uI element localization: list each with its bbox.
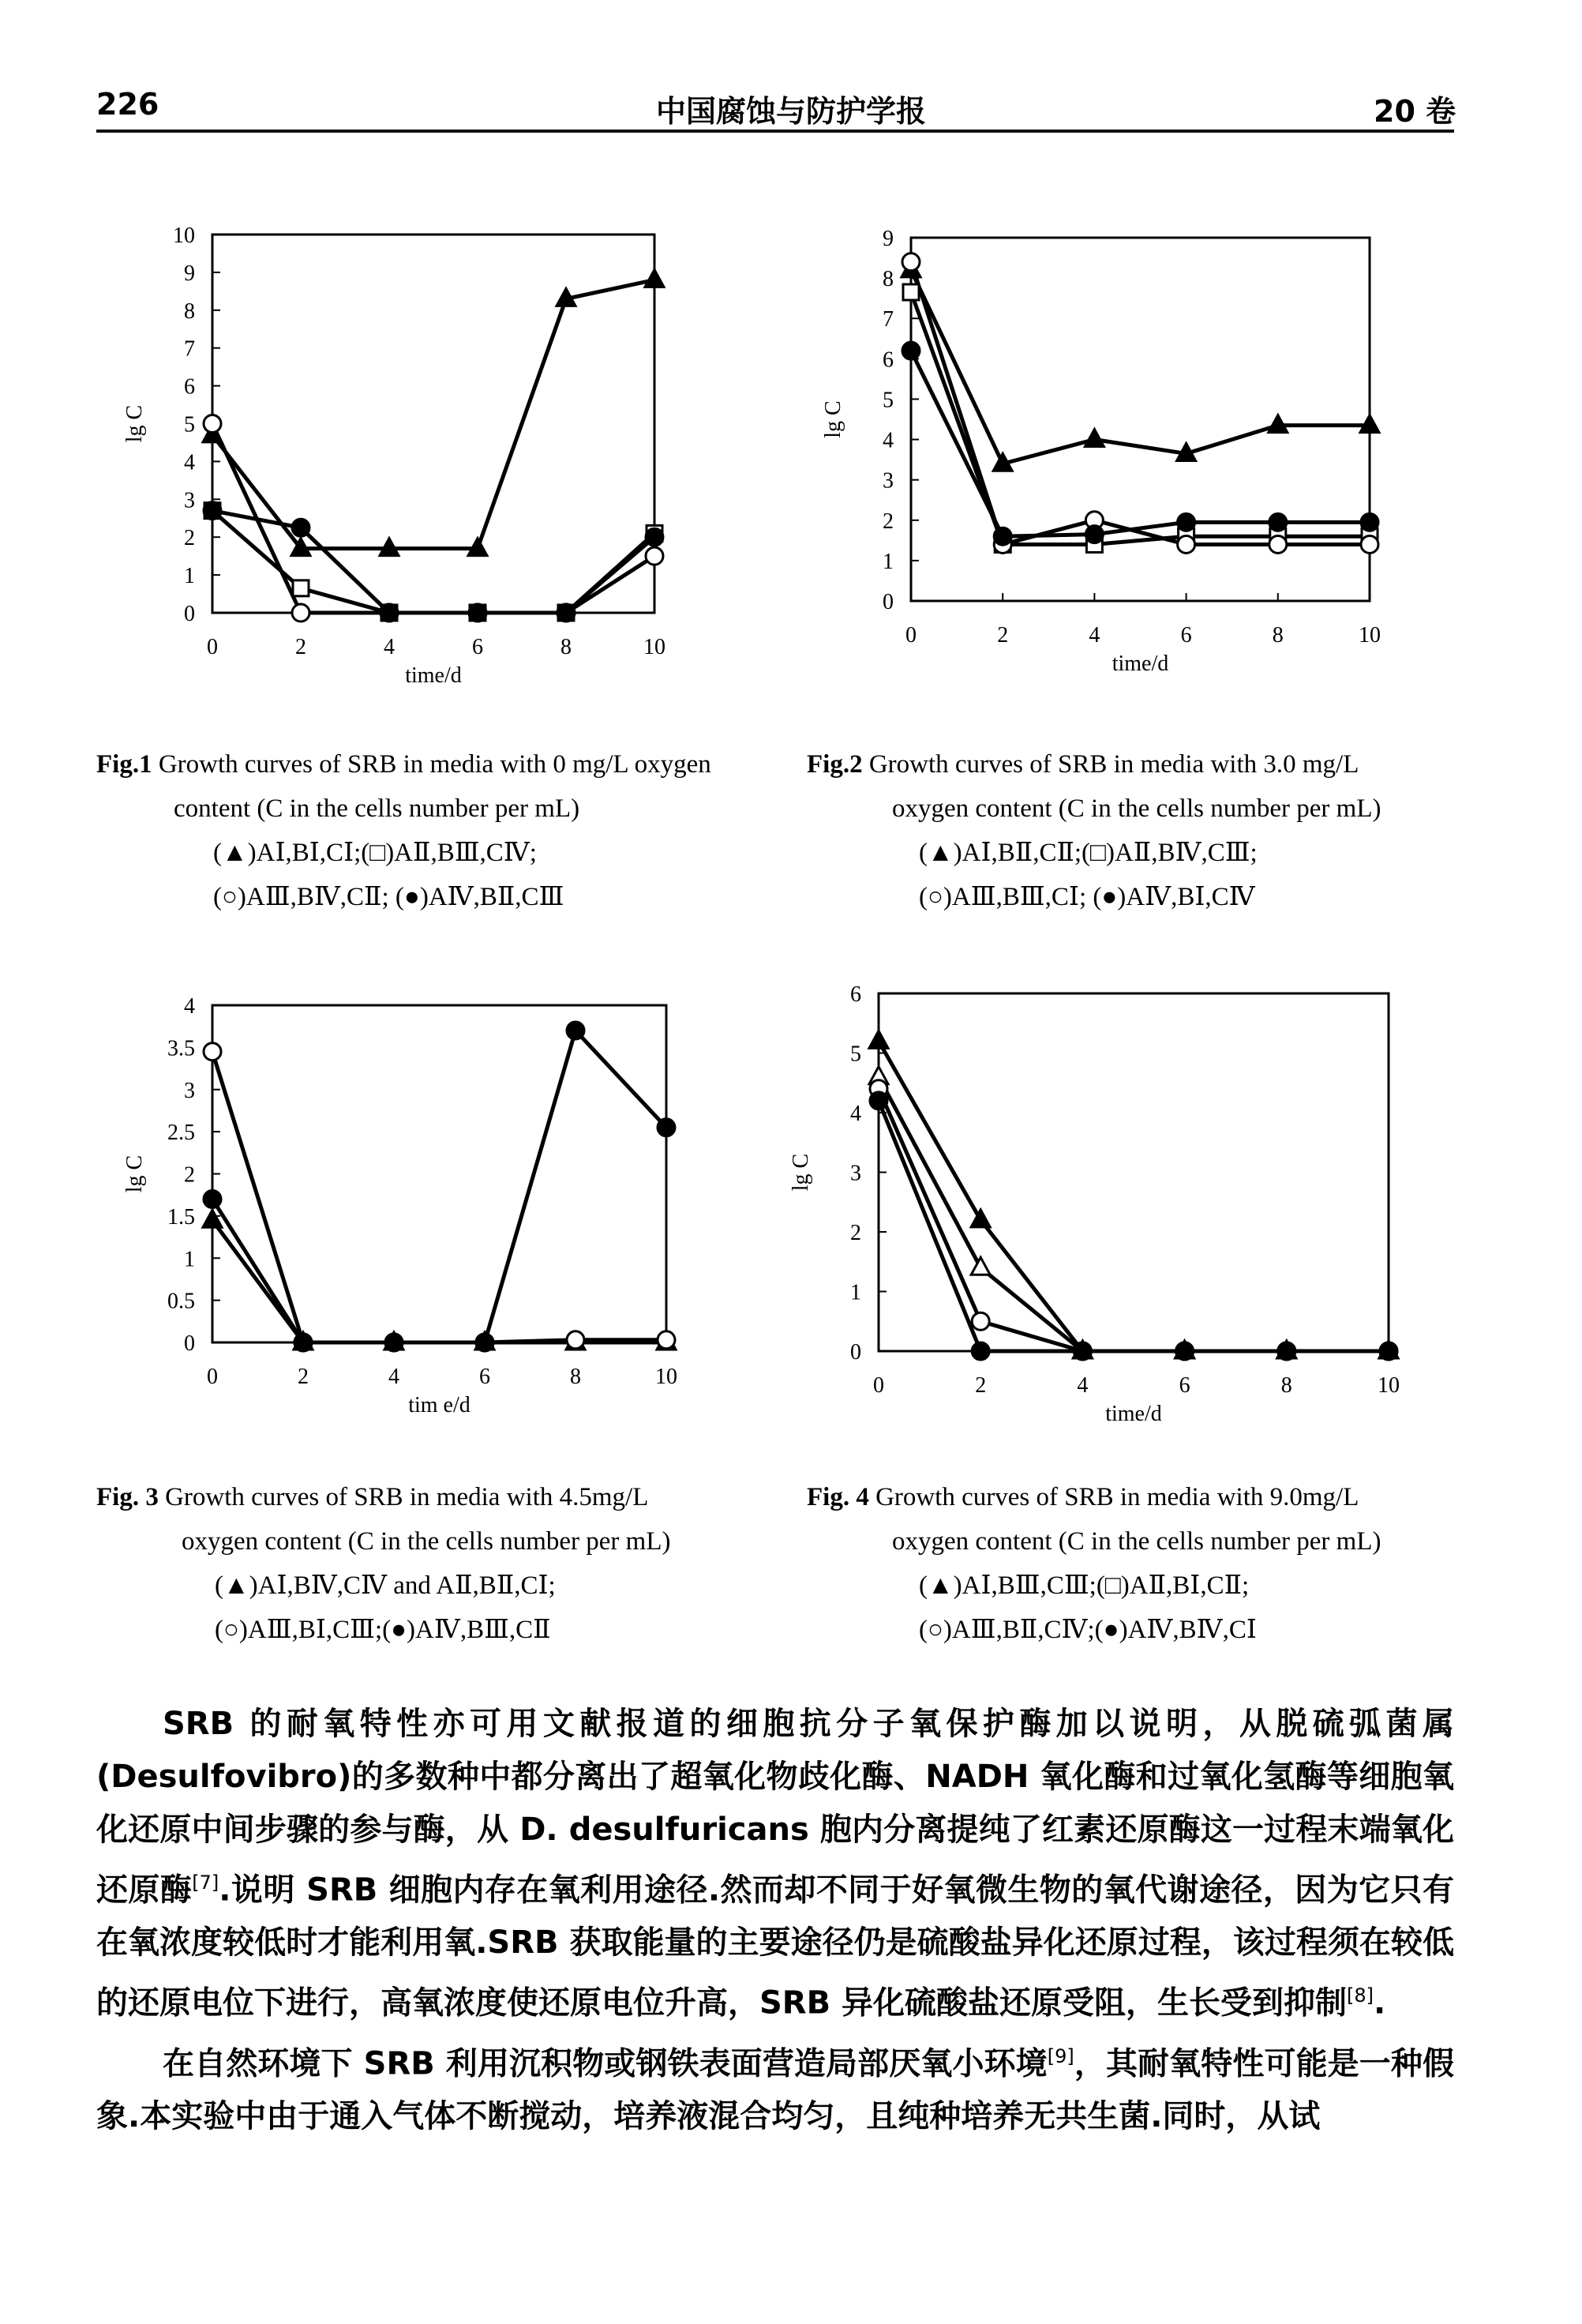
fig2-xtick-label: 0: [905, 623, 917, 648]
fig4-ytick-label: 4: [850, 1102, 861, 1126]
fig1-xtick-label: 4: [384, 635, 395, 659]
fig4-ytick-label: 6: [850, 982, 861, 1007]
fig4-point-circle-filled: [1278, 1342, 1295, 1360]
fig2-xtick-label: 2: [997, 623, 1009, 648]
fig4-ytick-label: 0: [850, 1340, 861, 1365]
fig3-ylabel: lg C: [122, 1154, 147, 1193]
fig2-ytick-label: 0: [883, 590, 894, 614]
fig1-ytick-label: 0: [184, 602, 195, 626]
paragraph-1-text-c: .: [1374, 1984, 1386, 2022]
fig1-ytick-label: 1: [184, 564, 195, 589]
fig1-ytick-label: 4: [184, 450, 195, 475]
fig2-caption-text: Growth curves of SRB in media with 3.0 mg/L: [862, 750, 1359, 779]
fig3-caption-text: Growth curves of SRB in media with 4.5mg/L: [158, 1483, 649, 1511]
paragraph-1: [96, 1698, 1454, 2030]
fig1-legend-line1: (▲)AⅠ,BⅠ,CⅠ;(□)AⅡ,BⅢ,CⅣ;: [213, 839, 537, 867]
fig2-xtick-label: 6: [1180, 623, 1192, 648]
fig1-ytick-label: 6: [184, 374, 195, 400]
fig3-ytick-label: 2.5: [167, 1121, 195, 1146]
fig1-xlabel: time/d: [405, 663, 462, 688]
fig4-xtick-label: 2: [975, 1373, 987, 1398]
fig1-ylabel: lg C: [122, 404, 147, 443]
paragraph-2: [96, 2030, 1454, 2143]
fig2-ytick-label: 3: [883, 468, 894, 494]
fig3-ytick-label: 0.5: [167, 1289, 195, 1314]
fig2-ytick-label: 4: [883, 428, 894, 453]
fig4-series-line: [879, 1077, 1389, 1351]
paragraph-2-text-a: 在自然环境下 SRB 利用沉积物或钢铁表面营造局部厌氧小环境: [163, 2044, 1048, 2082]
fig3-caption-label: Fig. 3: [96, 1483, 159, 1511]
fig3-xtick-label: 10: [655, 1365, 677, 1389]
fig2-caption-line2: oxygen content (C in the cells number per mL): [892, 794, 1381, 823]
paragraph-1-text-a: SRB 的耐氧特性亦可用文献报道的细胞抗分子氧保护酶加以说明，从脱硫弧菌属(Desulfovibro)的多数种中都分离出了超氧化物歧化酶、NADH 氧化酶和过氧化氢酶等细胞氧化还原中间步骤的参与酶，从 D. desulfuricans 胞内分离提纯了红素还原酶这一过程末端氧化还原酶: [96, 1706, 1454, 1909]
fig2-ytick-label: 9: [883, 227, 894, 251]
fig2-xtick-label: 8: [1272, 623, 1284, 648]
fig2-legend-line1: (▲)AⅠ,BⅡ,CⅡ;(□)AⅡ,BⅣ,CⅢ;: [919, 839, 1258, 867]
fig1-caption-label: Fig.1: [96, 750, 152, 779]
fig4-legend-line2: (○)AⅢ,BⅡ,CⅣ;(●)AⅣ,BⅣ,CⅠ: [919, 1616, 1257, 1644]
journal-title: 中国腐蚀与防护学报: [655, 94, 926, 129]
fig4-caption-text: Growth curves of SRB in media with 9.0mg/L: [868, 1483, 1359, 1511]
fig1-ytick-label: 2: [184, 526, 195, 551]
fig4-ylabel: lg C: [789, 1153, 813, 1192]
fig4-point-triangle-open: [971, 1257, 990, 1275]
fig3-ytick-label: 2: [184, 1162, 195, 1188]
fig4-xtick-label: 6: [1179, 1373, 1190, 1398]
fig4-point-circle-filled: [972, 1342, 989, 1360]
fig3-xtick-label: 6: [479, 1365, 490, 1389]
fig2-ytick-label: 8: [883, 267, 894, 292]
fig2-caption-label: Fig.2: [807, 750, 863, 779]
fig3-ytick-label: 3: [184, 1078, 195, 1103]
volume-label: 20 卷: [1374, 94, 1456, 129]
fig1-caption-line2: content (C in the cells number per mL): [174, 794, 580, 823]
fig3-xtick-label: 4: [388, 1365, 399, 1389]
citation-8[interactable]: [8]: [1347, 1984, 1374, 2007]
fig2-xlabel: time/d: [1112, 651, 1169, 676]
fig3-legend-line2: (○)AⅢ,BⅠ,CⅢ;(●)AⅣ,BⅢ,CⅡ: [215, 1616, 551, 1644]
fig4-point-triangle-filled: [869, 1031, 888, 1048]
fig4-point-circle-open: [972, 1312, 989, 1330]
page-number: 226: [96, 87, 159, 122]
fig4-legend-line1: (▲)AⅠ,BⅢ,CⅢ;(□)AⅡ,BⅠ,CⅡ;: [919, 1571, 1250, 1600]
fig1-xtick-label: 0: [207, 635, 218, 659]
fig4-point-circle-filled: [1380, 1342, 1397, 1360]
fig2-ytick-label: 7: [883, 307, 894, 332]
fig1-ytick-label: 9: [184, 261, 195, 286]
fig3-xtick-label: 8: [570, 1365, 581, 1389]
fig4-ytick-label: 3: [850, 1161, 861, 1186]
fig4-xtick-label: 8: [1280, 1373, 1292, 1398]
fig4-caption-label: Fig. 4: [807, 1483, 869, 1511]
fig3-legend-line1: (▲)AⅠ,BⅣ,CⅣ and AⅡ,BⅡ,CⅠ;: [215, 1571, 556, 1600]
fig1-ytick-label: 5: [184, 412, 195, 437]
fig4-caption-line2: oxygen content (C in the cells number per mL): [892, 1527, 1381, 1556]
fig1-caption: [96, 742, 711, 919]
fig3-ytick-label: 3.5: [167, 1036, 195, 1061]
fig3-ytick-label: 0: [184, 1331, 195, 1356]
fig1-legend-line2: (○)AⅢ,BⅣ,CⅡ; (●)AⅣ,BⅡ,CⅢ: [213, 883, 564, 911]
fig1-caption-text: Growth curves of SRB in media with 0 mg/L oxygen: [152, 750, 711, 779]
fig4-series-line: [879, 1101, 1389, 1351]
fig4-ytick-label: 2: [850, 1221, 861, 1245]
fig2-legend-line2: (○)AⅢ,BⅢ,CⅠ; (●)AⅣ,BⅠ,CⅣ: [919, 883, 1255, 911]
fig1-xtick-label: 2: [295, 635, 306, 659]
fig2-xtick-label: 10: [1359, 623, 1381, 648]
fig3-xtick-label: 2: [298, 1365, 309, 1389]
fig4-ytick-label: 1: [850, 1280, 861, 1305]
fig4-series-line: [879, 1041, 1389, 1351]
fig3-xtick-label: 0: [207, 1365, 218, 1389]
paragraph-2-text-b: ，其耐氧特性可能是一种假象.本实验中由于通入气体不断搅动，培养液混合均匀，且纯种培养无共生菌.同时，从试: [96, 2044, 1454, 2134]
fig4-xlabel: time/d: [1105, 1402, 1162, 1426]
fig4-caption: [807, 1475, 1381, 1652]
fig2-ytick-label: 2: [883, 509, 894, 534]
fig1-ytick-label: 7: [184, 336, 195, 362]
fig4-point-circle-filled: [870, 1092, 887, 1109]
fig2-ytick-label: 5: [883, 388, 894, 413]
fig1-xtick-label: 10: [643, 635, 665, 659]
fig4-xtick-label: 4: [1077, 1373, 1089, 1398]
citation-9[interactable]: [9]: [1047, 2044, 1074, 2067]
fig4-xtick-label: 0: [873, 1373, 884, 1398]
fig4-point-circle-filled: [1176, 1342, 1194, 1360]
fig2-xtick-label: 4: [1089, 623, 1100, 648]
citation-7[interactable]: [7]: [192, 1872, 219, 1894]
fig4-xtick-label: 10: [1378, 1373, 1400, 1398]
fig3-ytick-label: 4: [184, 994, 195, 1019]
fig1-ytick-label: 10: [173, 223, 195, 248]
body-text: [96, 1698, 1454, 2143]
fig1-xtick-label: 6: [472, 635, 483, 659]
fig2-ytick-label: 1: [883, 549, 894, 574]
fig3-caption-line2: oxygen content (C in the cells number per mL): [182, 1527, 671, 1556]
fig3-ytick-label: 1: [184, 1247, 195, 1272]
fig1-xtick-label: 8: [560, 635, 572, 659]
fig1-ytick-label: 8: [184, 298, 195, 324]
fig4-ytick-label: 5: [850, 1042, 861, 1067]
fig3-xlabel: tim e/d: [408, 1393, 470, 1417]
fig2-ylabel: lg C: [821, 400, 845, 438]
fig1-ytick-label: 3: [184, 488, 195, 513]
fig4-point-circle-filled: [1074, 1342, 1091, 1360]
fig2-caption: [807, 742, 1381, 919]
fig3-caption: [96, 1475, 671, 1652]
fig3-ytick-label: 1.5: [167, 1204, 195, 1230]
fig2-ytick-label: 6: [883, 347, 894, 373]
paragraph-1-text-b: .说明 SRB 细胞内存在氧利用途径.然而却不同于好氧微生物的氧代谢途径，因为它只有在氧浓度较低时才能利用氧.SRB 获取能量的主要途径仍是硫酸盐异化还原过程，该过程须在较低的还原电位下进行，高氧浓度使还原电位升高，SRB 异化硫酸盐还原受阻，生长受到抑制: [96, 1872, 1454, 2022]
